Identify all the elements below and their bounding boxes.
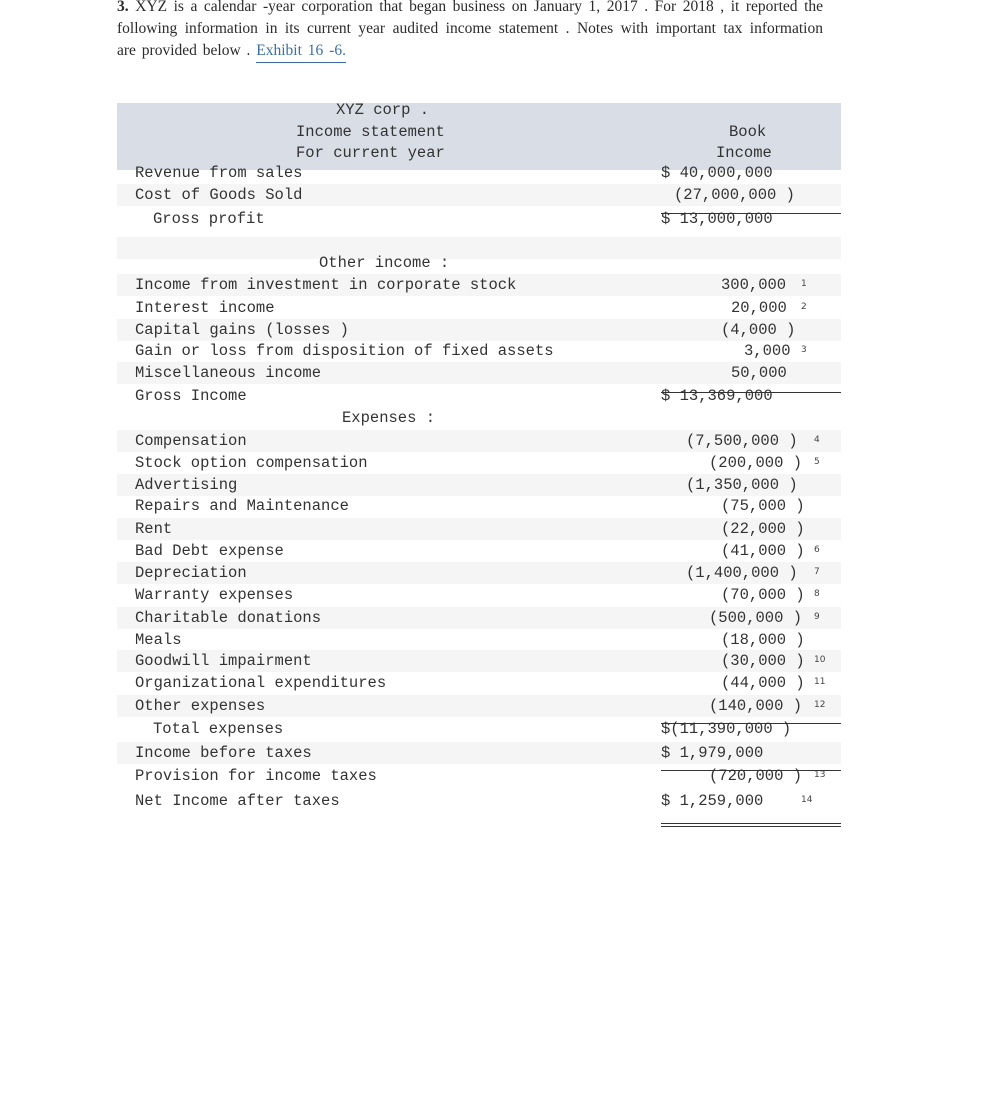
footnote-ref: 3	[801, 345, 807, 355]
footnote-ref: 13	[814, 770, 826, 780]
section-other-income	[117, 252, 841, 274]
row-meals	[117, 629, 841, 651]
row-label: Gross Income	[135, 387, 247, 405]
row-label: Gross profit	[153, 210, 265, 228]
row-amount: 300,000	[721, 276, 787, 294]
row-charitable	[117, 607, 841, 629]
section-expenses	[117, 407, 841, 429]
company-name: XYZ corp .	[336, 101, 430, 119]
row-label: Total expenses	[153, 720, 284, 738]
row-amount: $ 1,259,000	[661, 792, 764, 810]
row-amount: $ 13,369,000	[661, 387, 773, 405]
double-rule-top	[661, 823, 841, 824]
row-investment-income	[117, 274, 841, 296]
row-label: Warranty expenses	[135, 586, 294, 604]
row-label: Advertising	[135, 476, 238, 494]
row-amount: (41,000 )	[721, 542, 805, 560]
row-misc-income	[117, 362, 841, 384]
row-amount: $ 40,000,000	[661, 164, 773, 182]
row-label: Goodwill impairment	[135, 652, 312, 670]
row-amount: (4,000 )	[721, 321, 796, 339]
column-header-book: Book	[729, 123, 767, 141]
row-bad-debt	[117, 540, 841, 562]
footnote-ref: 6	[814, 545, 820, 555]
row-repairs	[117, 495, 841, 517]
row-amount: 3,000	[744, 342, 791, 360]
row-amount: (70,000 )	[721, 586, 805, 604]
row-label: Rent	[135, 520, 173, 538]
row-amount: 50,000	[731, 364, 787, 382]
row-advertising	[117, 474, 841, 496]
row-label: Net Income after taxes	[135, 792, 340, 810]
row-label: Repairs and Maintenance	[135, 497, 349, 515]
row-label: Depreciation	[135, 564, 247, 582]
row-label: Bad Debt expense	[135, 542, 284, 560]
row-amount: (500,000 )	[709, 609, 803, 627]
row-label: Cost of Goods Sold	[135, 186, 303, 204]
row-net-income	[117, 790, 841, 812]
row-amount: (1,400,000 )	[686, 564, 798, 582]
row-label: Interest income	[135, 299, 275, 317]
row-label: Gain or loss from disposition of fixed assets	[135, 342, 554, 360]
footnote-ref: 5	[814, 457, 820, 467]
row-amount: (44,000 )	[721, 674, 805, 692]
row-stock-option	[117, 452, 841, 474]
row-interest-income	[117, 297, 841, 319]
row-depreciation	[117, 562, 841, 584]
footnote-ref: 10	[814, 655, 826, 665]
double-rule-bottom	[661, 826, 841, 827]
row-label: Stock option compensation	[135, 454, 368, 472]
footnote-ref: 11	[814, 677, 826, 687]
column-header-income: Income	[716, 144, 772, 162]
table-header	[117, 103, 841, 170]
row-label: Charitable donations	[135, 609, 322, 627]
row-other-expenses	[117, 695, 841, 717]
row-capital-gains	[117, 319, 841, 341]
row-amount: (30,000 )	[721, 652, 805, 670]
row-income-before-taxes	[117, 742, 841, 764]
footnote-ref: 7	[814, 567, 820, 577]
row-gain-disposition	[117, 340, 841, 362]
row-amount: (140,000 )	[709, 697, 803, 715]
row-amount: (200,000 )	[709, 454, 803, 472]
row-label: Organizational expenditures	[135, 674, 387, 692]
row-revenue	[117, 162, 841, 184]
row-label: Compensation	[135, 432, 247, 450]
footnote-ref: 12	[814, 700, 826, 710]
row-amount: (22,000 )	[721, 520, 805, 538]
row-amount: (720,000 )	[709, 767, 803, 785]
row-amount: (27,000,000 )	[674, 186, 795, 204]
problem-text: XYZ is a calendar -year corporation that began business on January 1, 2017 . For 2018 , it reported the following information in its current year audited income statement . Notes with important tax information are provided below .	[117, 0, 824, 59]
statement-period: For current year	[296, 144, 445, 162]
row-amount: $ 1,979,000	[661, 744, 764, 762]
income-statement-table	[117, 103, 841, 833]
section-heading: Other income :	[319, 254, 450, 272]
problem-intro	[117, 0, 823, 62]
footnote-ref: 4	[814, 435, 820, 445]
exhibit-link[interactable]: Exhibit 16 -6.	[256, 42, 346, 63]
row-warranty	[117, 584, 841, 606]
row-amount: $(11,390,000 )	[661, 720, 792, 738]
row-label: Other expenses	[135, 697, 266, 715]
footnote-ref: 8	[814, 589, 820, 599]
row-amount: (75,000 )	[721, 497, 805, 515]
row-amount: $ 13,000,000	[661, 210, 773, 228]
row-gross-income	[117, 385, 841, 407]
footnote-ref: 1	[801, 279, 807, 289]
row-amount: (7,500,000 )	[686, 432, 798, 450]
row-cogs	[117, 184, 841, 206]
row-label: Miscellaneous income	[135, 364, 322, 382]
row-label: Income from investment in corporate stock	[135, 276, 517, 294]
row-goodwill	[117, 650, 841, 672]
row-organizational	[117, 672, 841, 694]
row-amount: 20,000	[731, 299, 787, 317]
footnote-ref: 9	[814, 612, 820, 622]
row-rent	[117, 518, 841, 540]
footnote-ref: 2	[801, 302, 807, 312]
row-amount: (1,350,000 )	[686, 476, 798, 494]
section-heading: Expenses :	[342, 409, 436, 427]
row-label: Meals	[135, 631, 182, 649]
row-compensation	[117, 430, 841, 452]
problem-number: 3.	[117, 0, 129, 15]
row-label: Capital gains (losses )	[135, 321, 349, 339]
row-label: Provision for income taxes	[135, 767, 377, 785]
row-provision-taxes	[117, 765, 841, 787]
row-label: Revenue from sales	[135, 164, 303, 182]
row-amount: (18,000 )	[721, 631, 805, 649]
row-total-expenses	[117, 718, 841, 740]
row-label: Income before taxes	[135, 744, 312, 762]
row-gross-profit	[117, 208, 841, 230]
footnote-ref: 14	[801, 795, 813, 805]
statement-title: Income statement	[296, 123, 445, 141]
